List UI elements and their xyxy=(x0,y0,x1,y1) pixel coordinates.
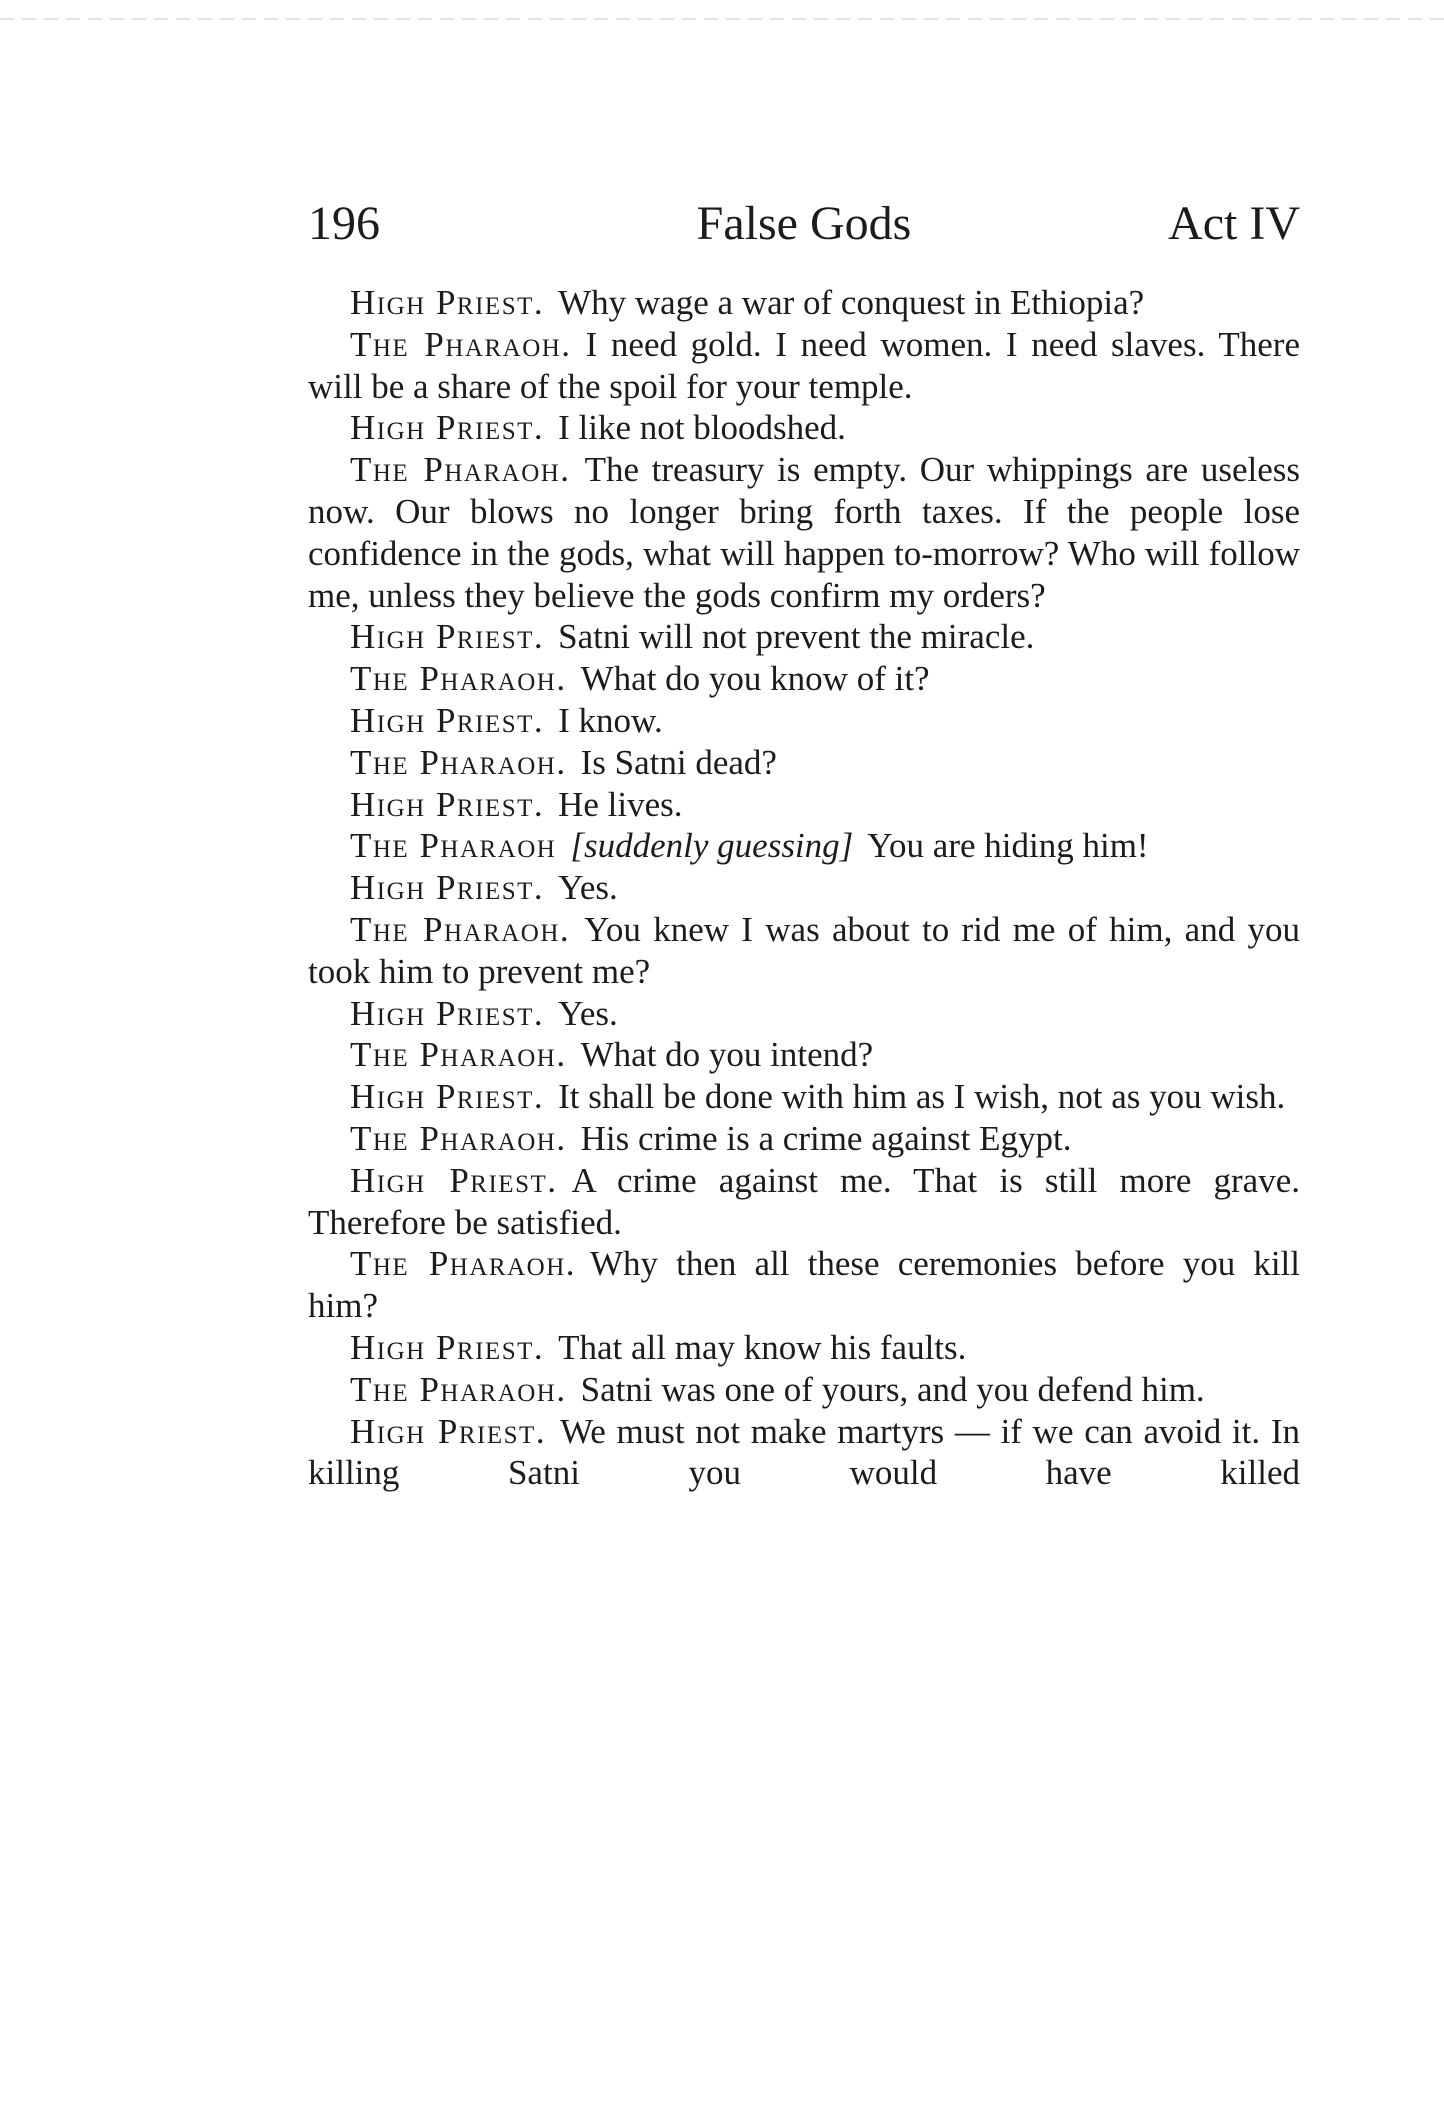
speech-text: You knew I was about to rid me of him, and you took him to prevent me? xyxy=(308,909,1300,991)
speech-line xyxy=(308,993,1300,1035)
speaker-name: High Priest. xyxy=(350,283,545,322)
speech-text: Satni was one of yours, and you defend him. xyxy=(580,1369,1205,1409)
speech-text: Satni will not prevent the miracle. xyxy=(558,617,1035,657)
speaker-name: The Pharaoh. xyxy=(350,742,567,782)
speech-text: A crime against me. That is still more grave. Therefore be satisfied. xyxy=(308,1160,1301,1242)
speech-text: What do you intend? xyxy=(580,1035,874,1075)
speech-line xyxy=(308,909,1300,993)
speech-line xyxy=(308,1369,1300,1411)
speech-line xyxy=(308,1118,1300,1160)
speech-text: Yes. xyxy=(558,993,618,1033)
dialogue-text xyxy=(308,282,1300,1494)
speech-text: You are hiding him! xyxy=(867,826,1149,866)
speech-line xyxy=(308,407,1300,449)
speaker-name: High Priest. xyxy=(350,617,545,657)
speaker-name: The Pharaoh. xyxy=(350,324,572,364)
act-label: Act IV xyxy=(1168,197,1300,250)
speech-line xyxy=(308,1160,1300,1244)
speaker-name: High Priest. xyxy=(350,700,545,740)
speech-line xyxy=(308,449,1300,616)
speaker-name: High Priest. xyxy=(350,1327,545,1367)
speaker-name: High Priest. xyxy=(350,408,545,448)
speaker-name: The Pharaoh. xyxy=(350,909,571,949)
scan-edge-artifact xyxy=(0,18,1444,20)
speaker-name: High Priest. xyxy=(350,1160,558,1200)
speech-text: Yes. xyxy=(558,868,618,908)
speaker-name: The Pharaoh. xyxy=(350,1035,567,1075)
speech-line xyxy=(308,700,1300,742)
speaker-name: The Pharaoh. xyxy=(350,1244,576,1284)
speaker-name: The Pharaoh. xyxy=(350,450,571,490)
speaker-name: The Pharaoh. xyxy=(350,1369,567,1409)
speech-text: We must not make martyrs — if we can avoid it. In killing Satni you would have killed xyxy=(308,1411,1300,1493)
stage-direction: [suddenly guessing] xyxy=(570,826,854,866)
speech-text: He lives. xyxy=(558,784,683,824)
speech-line xyxy=(308,282,1300,324)
speech-text: His crime is a crime against Egypt. xyxy=(580,1118,1072,1158)
speech-line xyxy=(308,658,1300,700)
speaker-name: The Pharaoh. xyxy=(350,659,567,699)
page-number: 196 xyxy=(308,197,380,250)
speech-line xyxy=(308,1411,1300,1495)
book-page xyxy=(308,196,1300,1494)
speech-text: I know. xyxy=(558,700,663,740)
speech-text: Why then all these ceremonies before you kill him? xyxy=(308,1244,1300,1326)
speech-line xyxy=(308,324,1300,408)
speech-line xyxy=(308,825,1300,867)
speaker-name: High Priest. xyxy=(350,1077,545,1117)
speech-text: The treasury is empty. Our whippings are useless now. Our blows no longer bring forth taxes. If the people lose confidence in the gods, what will happen to-morrow? Who will follow me, unless they believe the gods confirm my orders? xyxy=(308,450,1300,615)
speech-line xyxy=(308,616,1300,658)
speech-text: I need gold. I need women. I need slaves. There will be a share of the spoil for your temple. xyxy=(308,324,1300,406)
speaker-name: The Pharaoh. xyxy=(350,1118,567,1158)
speech-line xyxy=(308,1243,1300,1327)
running-title: False Gods xyxy=(696,197,912,250)
speaker-name: High Priest. xyxy=(350,784,545,824)
speaker-name: The Pharaoh xyxy=(350,826,557,866)
speech-text: I like not bloodshed. xyxy=(558,408,846,448)
speech-text: It shall be done with him as I wish, not as you wish. xyxy=(558,1077,1286,1117)
speech-line xyxy=(308,1327,1300,1369)
speaker-name: High Priest. xyxy=(350,1411,547,1451)
running-header xyxy=(308,196,1300,266)
speech-line xyxy=(308,742,1300,784)
speech-text: Why wage a war of conquest in Ethiopia? xyxy=(558,283,1145,322)
speaker-name: High Priest. xyxy=(350,993,545,1033)
speech-text: What do you know of it? xyxy=(580,659,930,699)
speech-line xyxy=(308,867,1300,909)
speaker-name: High Priest. xyxy=(350,868,545,908)
speech-text: Is Satni dead? xyxy=(580,742,777,782)
speech-line xyxy=(308,784,1300,826)
speech-line xyxy=(308,1034,1300,1076)
speech-text: That all may know his faults. xyxy=(558,1327,967,1367)
speech-line xyxy=(308,1076,1300,1118)
